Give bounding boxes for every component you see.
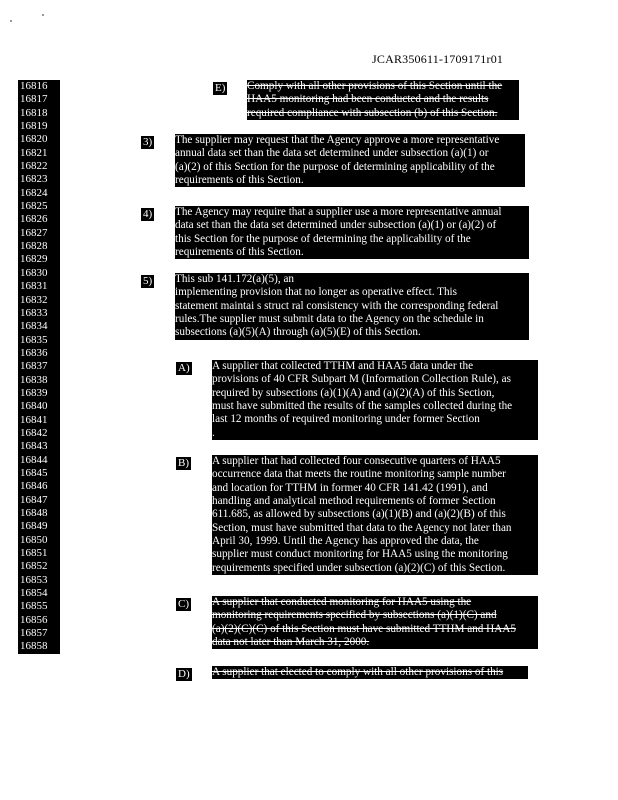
text-line: requirements of this Section. [175, 246, 304, 259]
text-line: . [212, 426, 215, 439]
section-text [212, 596, 538, 649]
line-number: 16830 [18, 267, 60, 280]
text-line: The supplier may request that the Agency approve a more representative [175, 134, 500, 146]
line-number: 16843 [18, 440, 60, 453]
text-line: Comply with all other provisions of this Section until the [247, 80, 503, 92]
line-number: 16836 [18, 347, 60, 360]
line-number: 16828 [18, 240, 60, 253]
line-number: 16857 [18, 627, 60, 640]
line-number: 16855 [18, 600, 60, 613]
text-line: A supplier that had collected four consecutive quarters of HAA5 [212, 455, 501, 467]
line-number: 16833 [18, 307, 60, 320]
text-line: monitoring requirements specified by subsections (a)(1)(C) and [212, 609, 497, 622]
text-line: (a)(2)(C)(C) of this Section must have submitted TTHM and HAA5 [212, 622, 516, 635]
text-line: A supplier that elected to comply with all other provisions of this [212, 666, 504, 678]
text-line: requirements specified under subsection (a)(2)(C) of this Section. [212, 561, 506, 574]
text-line: handling and analytical method requirements of former Section [212, 495, 496, 508]
line-number: 16845 [18, 467, 60, 480]
line-number: 16854 [18, 587, 60, 600]
section-text [175, 206, 529, 259]
text-line: A supplier that collected TTHM and HAA5 data under the [212, 360, 474, 372]
line-number: 16846 [18, 480, 60, 493]
item-marker: A) [178, 362, 190, 374]
line-number: 16835 [18, 334, 60, 347]
text-line: supplier must conduct monitoring for HAA5 using the monitoring [212, 548, 508, 561]
line-number: 16820 [18, 133, 60, 146]
text-line: this Section for the purpose of determining the applicability of the [175, 232, 471, 245]
text-line: April 30, 1999. Until the Agency has approved the data, the [212, 535, 479, 548]
text-line: statement maintai s struct ral consistency with the corresponding federal [175, 299, 499, 312]
text-line: data not later than March 31, 2000. [212, 636, 370, 649]
text-line: This sub 141.172(a)(5), an [175, 273, 294, 285]
line-number: 16825 [18, 200, 60, 213]
text-line: implementing provision that no longer as operative effect. This [175, 286, 458, 299]
line-number: 16816 [18, 80, 60, 93]
line-number: 16829 [18, 253, 60, 266]
item-marker: E) [215, 82, 226, 94]
line-number: 16850 [18, 534, 60, 547]
text-line: must have submitted the results of the samples collected during the [212, 400, 513, 413]
text-line: last 12 months of required monitoring under former Section [212, 413, 480, 426]
line-number: 16841 [18, 414, 60, 427]
text-line: requirements of this Section. [175, 174, 304, 187]
item-marker: D) [178, 668, 190, 680]
text-line: (a)(2) of this Section for the purpose of determining applicability of the [175, 160, 495, 173]
line-number: 16856 [18, 614, 60, 627]
item-marker: 5) [143, 275, 153, 287]
line-number: 16851 [18, 547, 60, 560]
text-line: annual data set than the data set determined under subsection (a)(1) or [175, 147, 489, 160]
text-line: rules.The supplier must submit data to the Agency on the schedule in [175, 313, 484, 326]
line-number: 16824 [18, 187, 60, 200]
line-number: 16848 [18, 507, 60, 520]
line-number: 16849 [18, 520, 60, 533]
line-number-column [18, 80, 60, 654]
text-line: occurrence data that meets the routine monitoring sample number [212, 468, 506, 481]
line-number: 16844 [18, 454, 60, 467]
line-number: 16858 [18, 640, 60, 653]
section-text [247, 80, 519, 120]
line-number: 16853 [18, 574, 60, 587]
text-line: HAA5 monitoring had been conducted and the results [247, 93, 489, 106]
section-text [175, 273, 529, 340]
line-number: 16832 [18, 294, 60, 307]
section-text [212, 455, 538, 575]
line-number: 16834 [18, 320, 60, 333]
item-marker: 4) [143, 208, 153, 220]
line-number: 16827 [18, 227, 60, 240]
text-line: data set than the data set determined under subsection (a)(1) or (a)(2) of [175, 219, 497, 232]
line-number: 16831 [18, 280, 60, 293]
line-number: 16847 [18, 494, 60, 507]
text-line: Section, must have submitted that data to the Agency not later than [212, 521, 512, 534]
text-line: The Agency may require that a supplier use a more representative annual [175, 206, 502, 218]
line-number: 16838 [18, 374, 60, 387]
line-number: 16822 [18, 160, 60, 173]
text-line: required compliance with subsection (b) of this Section. [247, 106, 498, 119]
line-number: 16826 [18, 213, 60, 226]
text-line: required by subsections (a)(1)(A) and (a)(2)(A) of this Section, [212, 386, 495, 399]
line-number: 16818 [18, 107, 60, 120]
line-number: 16839 [18, 387, 60, 400]
document-id: JCAR350611-1709171r01 [372, 52, 504, 66]
item-marker: 3) [143, 136, 153, 148]
text-line: provisions of 40 CFR Subpart M (Information Collection Rule), as [212, 373, 511, 386]
text-line: and location for TTHM in former 40 CFR 141.42 (1991), and [212, 481, 488, 494]
item-marker: B) [178, 457, 189, 469]
scan-speck [10, 20, 12, 22]
text-line: A supplier that conducted monitoring for HAA5 using the [212, 596, 472, 608]
line-number: 16821 [18, 147, 60, 160]
line-number: 16819 [18, 120, 60, 133]
section-text [175, 134, 525, 187]
section-text [212, 666, 528, 679]
item-marker: C) [178, 598, 189, 610]
line-number: 16840 [18, 400, 60, 413]
line-number: 16852 [18, 560, 60, 573]
line-number: 16823 [18, 173, 60, 186]
line-number: 16842 [18, 427, 60, 440]
line-number: 16837 [18, 360, 60, 373]
text-line: 611.685, as allowed by subsections (a)(1)(B) and (a)(2)(B) of this [212, 508, 506, 521]
text-line: subsections (a)(5)(A) through (a)(5)(E) of this Section. [175, 326, 421, 339]
section-text [212, 360, 538, 440]
scan-speck [42, 14, 44, 16]
line-number: 16817 [18, 93, 60, 106]
